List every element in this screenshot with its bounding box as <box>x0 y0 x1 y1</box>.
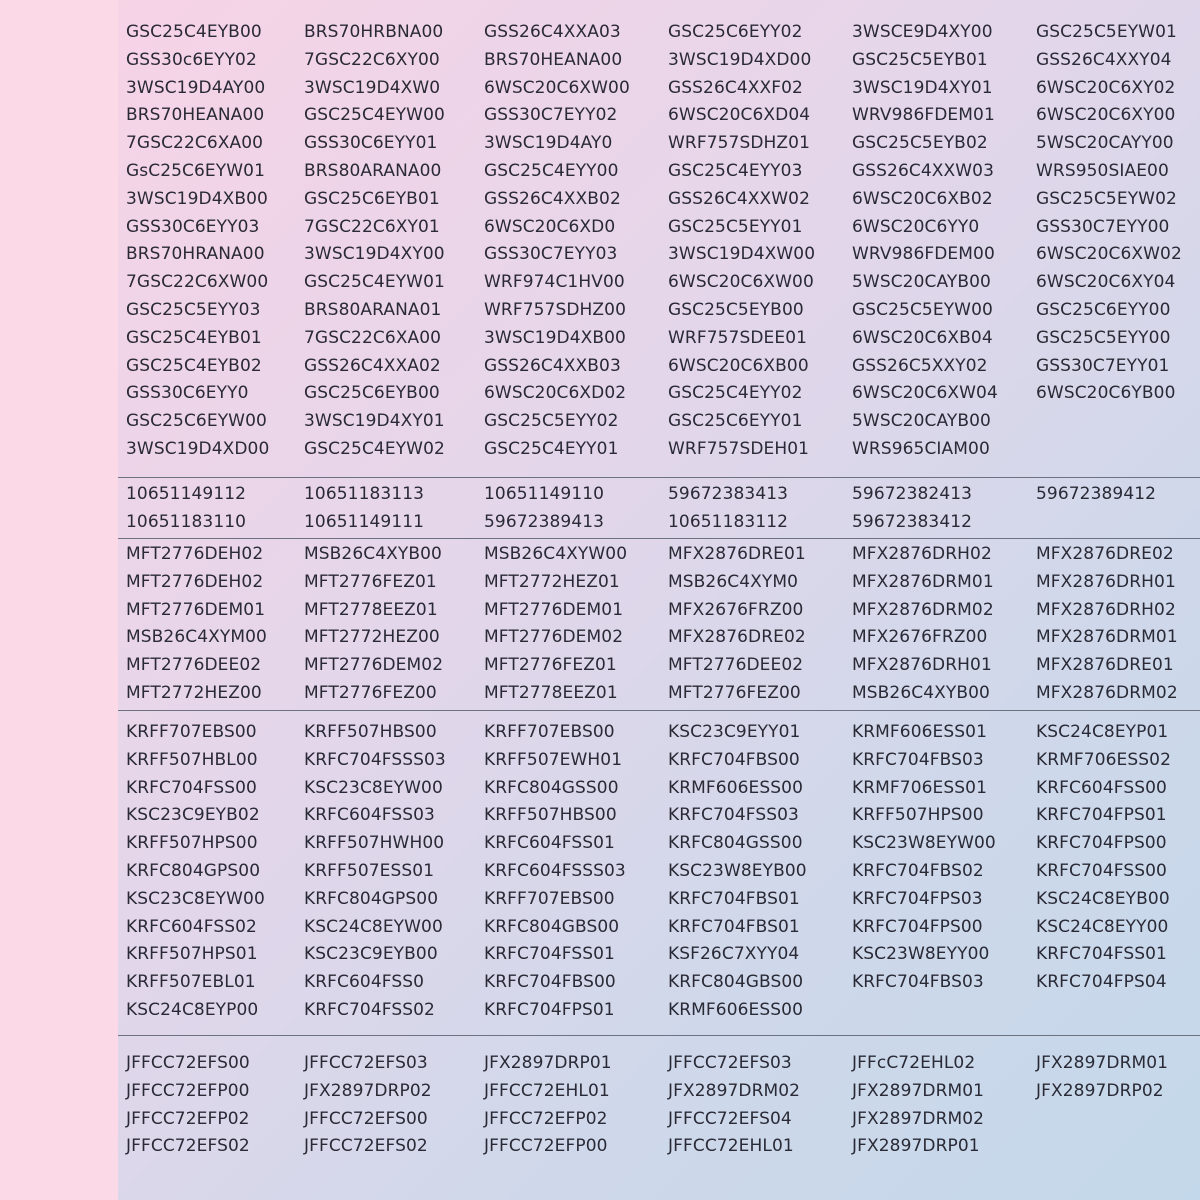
part-number: KRFF507ESS01 <box>304 861 435 881</box>
part-number: 7GSC22C6XY00 <box>304 49 440 70</box>
part-number: GSC25C6EYY00 <box>1036 300 1171 320</box>
part-number: WRF757SDEH01 <box>668 439 810 459</box>
part-number: 3WSC19D4XB00 <box>484 327 626 348</box>
part-number: KRMF706ESS02 <box>1036 749 1172 770</box>
list-row <box>118 480 1200 508</box>
part-number: MFT2776DEM01 <box>484 599 624 620</box>
part-number: MFT2776DEE02 <box>668 655 804 676</box>
list-row <box>118 774 1200 802</box>
part-number: 6WSC20C6YY0 <box>852 216 980 237</box>
part-number: MFT2778EEZ01 <box>484 683 618 703</box>
part-number: MFT2776FEZ00 <box>304 683 437 703</box>
part-number: 6WSC20C6XY02 <box>1036 77 1176 98</box>
part-number: GSC25C4EYB02 <box>126 355 262 376</box>
part-number: KSC23W8EYW00 <box>852 833 996 854</box>
part-number: KRFC704FBS02 <box>852 861 984 881</box>
part-number: KRFF707EBS00 <box>484 722 615 742</box>
part-number: MSB26C4XYM00 <box>126 627 267 648</box>
part-number: KSC23C9EYB02 <box>126 805 260 826</box>
part-number: KRFF707EBS00 <box>484 888 615 909</box>
part-number: KRFF507HPS00 <box>852 805 984 826</box>
part-number: 3WSC19D4XW0 <box>304 77 441 98</box>
part-number: KSC23W8EYY00 <box>852 944 990 965</box>
list-row <box>118 1105 1200 1133</box>
part-number: GSS26C4XXF02 <box>668 77 803 98</box>
part-number: 10651183110 <box>126 511 247 532</box>
part-number: JFFCC72EFS02 <box>126 1136 250 1157</box>
list-row <box>118 268 1200 296</box>
part-number: KRFC704FBS03 <box>852 749 984 770</box>
part-number: KRFC604FSSS03 <box>484 861 626 881</box>
part-number: JFX2897DRP02 <box>304 1080 432 1101</box>
part-number: KRFC704FBS00 <box>484 972 616 993</box>
part-number: 3WSC19D4AY0 <box>484 133 613 154</box>
part-number: KRFC704FBS03 <box>852 972 984 993</box>
part-number: MFT2776DEE02 <box>126 655 262 676</box>
part-number: GSC25C5EYB02 <box>852 133 988 154</box>
part-number: JFX2897DRP01 <box>852 1136 980 1157</box>
part-number: MSB26C4XYW00 <box>484 544 628 564</box>
list-row <box>118 46 1200 74</box>
part-number: 6WSC20C6XW00 <box>484 77 630 98</box>
part-number: GSS26C5XXY02 <box>852 355 988 376</box>
part-number: GSC25C5EYY00 <box>1036 327 1171 348</box>
part-number: KRFC604FSS01 <box>484 833 615 854</box>
list-row <box>118 746 1200 774</box>
list-row <box>118 718 1200 746</box>
part-number: GSC25C6EYB01 <box>304 188 440 209</box>
list-row <box>118 913 1200 941</box>
part-number: KRFC704FPS03 <box>852 888 983 909</box>
part-number: BRS70HRANA00 <box>126 244 265 265</box>
part-number: JFX2897DRP01 <box>484 1053 612 1073</box>
part-number: KRFC804GPS00 <box>126 861 261 881</box>
part-number: KRFC704FSS01 <box>1036 944 1167 965</box>
part-number: GSC25C4EYY02 <box>668 383 803 404</box>
part-number: 6WSC20C6XY04 <box>1036 272 1176 293</box>
part-number: KRMF606ESS00 <box>668 777 804 798</box>
part-number: 10651149112 <box>126 484 247 504</box>
section-divider <box>118 710 1200 711</box>
part-number: GSC25C5EYY01 <box>668 216 803 237</box>
part-number: 6WSC20C6YB00 <box>1036 383 1176 404</box>
part-number: KRFF507HBS00 <box>484 805 617 826</box>
list-row <box>118 651 1200 679</box>
part-number: KRFC704FSSS03 <box>304 749 446 770</box>
section-divider <box>118 1035 1200 1036</box>
part-number: BRS80ARANA01 <box>304 300 442 320</box>
part-number: KRFC804GBS00 <box>484 916 620 937</box>
part-number: KRFC704FPS04 <box>1036 972 1167 993</box>
part-number: KRFC704FBS00 <box>668 749 800 770</box>
part-number: JFFCC72EHL01 <box>668 1136 794 1157</box>
part-number: WRS965CIAM00 <box>852 439 990 459</box>
part-number: JFFCC72EFP02 <box>484 1108 608 1129</box>
list-row <box>118 213 1200 241</box>
part-number: MFX2876DRM01 <box>852 571 994 592</box>
list-row <box>118 508 1200 536</box>
list-row <box>118 296 1200 324</box>
list-row <box>118 18 1200 46</box>
part-number: 3WSC19D4XD00 <box>668 49 812 70</box>
part-number: KSC24C8EYW00 <box>304 916 443 937</box>
part-number: KSC23C9EYB00 <box>304 944 438 965</box>
list-row <box>118 829 1200 857</box>
part-number: MFT2776DEM01 <box>126 599 266 620</box>
part-number: KRFC804GPS00 <box>304 888 439 909</box>
part-number: GSC25C4EYY00 <box>484 161 619 181</box>
part-number: MFX2876DRH02 <box>852 544 992 564</box>
list-row <box>118 885 1200 913</box>
part-number: 3WSCE9D4XY00 <box>852 22 993 42</box>
part-number: MFX2876DRE02 <box>668 627 806 648</box>
part-number: MFT2776FEZ00 <box>668 683 801 703</box>
part-number: 6WSC20C6XD0 <box>484 216 616 237</box>
list-row <box>118 157 1200 185</box>
part-number: GSS26C4XXB02 <box>484 188 621 209</box>
part-number: BRS70HEANA00 <box>126 105 265 126</box>
part-number: KSC24C8EYP01 <box>1036 722 1169 742</box>
part-number: MFX2876DRE01 <box>1036 655 1174 676</box>
part-number: GSC25C5EYY02 <box>484 411 619 432</box>
list-row <box>118 352 1200 380</box>
list-row <box>118 540 1200 568</box>
part-number: 3WSC19D4XW00 <box>668 244 816 265</box>
part-number: KRFC704FSS00 <box>1036 861 1167 881</box>
part-number: 5WSC20CAYY00 <box>1036 133 1174 154</box>
part-number: MFT2772HEZ00 <box>126 683 262 703</box>
part-number: 10651183113 <box>304 484 425 504</box>
part-number: 3WSC19D4XB00 <box>126 188 268 209</box>
part-number: GSS26C4XXW02 <box>668 188 811 209</box>
part-number: BRS80ARANA00 <box>304 161 442 181</box>
part-number: JFFCC72EFP00 <box>484 1136 608 1157</box>
list-row <box>118 101 1200 129</box>
part-number: KRFC604FSS03 <box>304 805 435 826</box>
part-number: KSC24C8EYP00 <box>126 1000 259 1020</box>
part-number: KRFF507HBL00 <box>126 749 258 770</box>
part-number: 59672383412 <box>852 511 973 532</box>
part-number: JFX2897DRM02 <box>668 1080 801 1101</box>
part-number: GSC25C6EYY01 <box>668 411 803 432</box>
list-row <box>118 996 1200 1024</box>
part-number: GSC25C4EYY03 <box>668 161 803 181</box>
part-number: JFFCC72EFP00 <box>126 1080 250 1101</box>
part-number: KSC23W8EYB00 <box>668 861 807 881</box>
list-row <box>118 679 1200 707</box>
part-number: MSB26C4XYB00 <box>852 683 990 703</box>
part-number: KRFF507EWH01 <box>484 749 623 770</box>
list-row <box>118 568 1200 596</box>
part-number: JFFCC72EFS03 <box>668 1053 792 1073</box>
list-row <box>118 74 1200 102</box>
part-number: KRFF507HPS01 <box>126 944 258 965</box>
part-number: 6WSC20C6XD02 <box>484 383 627 404</box>
part-number: KSC23C9EYY01 <box>668 722 801 742</box>
part-number: GSS26C4XXA03 <box>484 22 621 42</box>
part-number: BRS70HEANA00 <box>484 49 623 70</box>
part-number: 7GSC22C6XA00 <box>304 327 442 348</box>
list-row <box>118 596 1200 624</box>
list-row <box>118 185 1200 213</box>
part-number: 7GSC22C6XY01 <box>304 216 440 237</box>
part-number: 6WSC20C6XW04 <box>852 383 998 404</box>
list-row <box>118 407 1200 435</box>
part-number: 6WSC20C6XB00 <box>668 355 809 376</box>
part-number: MFX2876DRH02 <box>1036 599 1176 620</box>
part-number: 7GSC22C6XA00 <box>126 133 264 154</box>
list-row <box>118 940 1200 968</box>
list-row <box>118 324 1200 352</box>
part-number: JFX2897DRP02 <box>1036 1080 1164 1101</box>
part-number: KRFC804GSS00 <box>484 777 619 798</box>
part-number: 6WSC20C6XW02 <box>1036 244 1182 265</box>
part-number: JFFCC72EHL01 <box>484 1080 610 1101</box>
part-number: MFT2776DEM02 <box>304 655 444 676</box>
part-number: KRFC704FPS01 <box>484 1000 615 1020</box>
part-number: MFX2876DRH01 <box>1036 571 1176 592</box>
part-number: KRFC704FPS00 <box>852 916 983 937</box>
part-number: GSS30C6EYY01 <box>304 133 438 154</box>
part-number: GSS30C6EYY03 <box>126 216 260 237</box>
part-number: KRFF707EBS00 <box>126 722 257 742</box>
part-number: GSC25C5EYY03 <box>126 300 261 320</box>
part-number: KRFC704FSS02 <box>304 1000 435 1020</box>
part-number: KRFF507HBS00 <box>304 722 437 742</box>
section-divider <box>118 538 1200 539</box>
part-number: JFFCC72EFS00 <box>304 1108 428 1129</box>
part-number: 3WSC19D4AY00 <box>126 77 266 98</box>
part-number: KRFC704FPS01 <box>1036 805 1167 826</box>
part-number: 6WSC20C6XB04 <box>852 327 993 348</box>
part-number: MFX2876DRH01 <box>852 655 992 676</box>
part-number: KRMF706ESS01 <box>852 777 988 798</box>
part-number: KRFC704FBS01 <box>668 888 800 909</box>
part-number: KSC24C8EYY00 <box>1036 916 1169 937</box>
part-number: 10651183112 <box>668 511 789 532</box>
part-number: KRFC604FSS0 <box>304 972 425 993</box>
part-number: JFX2897DRM01 <box>852 1080 985 1101</box>
part-number: WRF974C1HV00 <box>484 272 625 293</box>
part-number: GsC25C6EYW01 <box>126 161 265 181</box>
part-number: WRV986FDEM00 <box>852 244 995 265</box>
part-number: KSC23C8EYW00 <box>304 777 443 798</box>
part-number: JFFcC72EHL02 <box>852 1053 976 1073</box>
part-number: MFX2676FRZ00 <box>852 627 988 648</box>
part-number: JFX2897DRM01 <box>1036 1053 1169 1073</box>
part-number: KSF26C7XYY04 <box>668 944 800 965</box>
part-number: KSC24C8EYB00 <box>1036 888 1170 909</box>
part-number: 10651149111 <box>304 511 425 532</box>
part-number: KRFC604FSS02 <box>126 916 257 937</box>
part-number: GSS30C7EYY03 <box>484 244 618 265</box>
part-number: 3WSC19D4XY01 <box>852 77 993 98</box>
part-number: KRFF507HWH00 <box>304 833 445 854</box>
part-number: 7GSC22C6XW00 <box>126 272 269 293</box>
list-row <box>118 801 1200 829</box>
list-row <box>118 240 1200 268</box>
list-row <box>118 1077 1200 1105</box>
part-number: 59672383413 <box>668 484 789 504</box>
part-number: MFT2776FEZ01 <box>484 655 617 676</box>
part-number: 6WSC20C6XB02 <box>852 188 993 209</box>
list-row <box>118 1049 1200 1077</box>
part-number: MFT2776FEZ01 <box>304 571 437 592</box>
part-number: GSC25C4EYW00 <box>304 105 445 126</box>
part-number: KRFC704FBS01 <box>668 916 800 937</box>
part-number: 6WSC20C6XY00 <box>1036 105 1176 126</box>
part-number: KRFC704FSS01 <box>484 944 615 965</box>
part-number: MFT2776DEM02 <box>484 627 624 648</box>
part-number: KRFC704FSS00 <box>126 777 257 798</box>
part-number: MFX2876DRM01 <box>1036 627 1178 648</box>
part-number: GSC25C4EYY01 <box>484 439 619 459</box>
list-row <box>118 968 1200 996</box>
part-number: GSC25C4EYW01 <box>304 272 445 293</box>
part-number: MFX2676FRZ00 <box>668 599 804 620</box>
part-number: GSS30C6EYY0 <box>126 383 249 404</box>
part-number: 3WSC19D4XY01 <box>304 411 445 432</box>
part-number: KRFC704FSS03 <box>668 805 799 826</box>
part-number: GSC25C6EYW00 <box>126 411 267 432</box>
part-number: MFT2772HEZ01 <box>484 571 620 592</box>
part-number: KRMF606ESS00 <box>668 1000 804 1020</box>
part-number: GSC25C6EYY02 <box>668 22 803 42</box>
part-number: GSC25C4EYB00 <box>126 22 262 42</box>
part-number: MFT2778EEZ01 <box>304 599 438 620</box>
part-number: 3WSC19D4XD00 <box>126 439 270 459</box>
part-number: MFX2876DRM02 <box>1036 683 1178 703</box>
part-number: MFX2876DRM02 <box>852 599 994 620</box>
part-number: KRFC604FSS00 <box>1036 777 1167 798</box>
part-number: WRF757SDHZ00 <box>484 300 626 320</box>
part-number: GSC25C5EYW00 <box>852 300 993 320</box>
list-row <box>118 435 1200 463</box>
part-number: 59672389413 <box>484 511 605 532</box>
part-number: KRFF507EBL01 <box>126 972 256 993</box>
part-number: JFFCC72EFS04 <box>668 1108 792 1129</box>
part-number: WRV986FDEM01 <box>852 105 995 126</box>
list-row <box>118 623 1200 651</box>
list-row <box>118 129 1200 157</box>
part-number: GSS30C7EYY00 <box>1036 216 1170 237</box>
part-number: 6WSC20C6XW00 <box>668 272 814 293</box>
list-row <box>118 379 1200 407</box>
part-number: GSC25C5EYB00 <box>668 300 804 320</box>
part-number: KRFC804GBS00 <box>668 972 804 993</box>
part-number: 5WSC20CAYB00 <box>852 272 991 293</box>
list-row <box>118 857 1200 885</box>
part-number: 6WSC20C6XD04 <box>668 105 811 126</box>
part-number: GSC25C5EYW01 <box>1036 22 1177 42</box>
part-number: MFX2876DRE01 <box>668 544 806 564</box>
part-number: 10651149110 <box>484 484 605 504</box>
part-number: KRFC804GSS00 <box>668 833 803 854</box>
part-number: WRS950SIAE00 <box>1036 161 1169 181</box>
part-number: KRMF606ESS01 <box>852 722 988 742</box>
part-number: MFT2776DEH02 <box>126 544 264 564</box>
part-number: MFT2776DEH02 <box>126 571 264 592</box>
part-number: MSB26C4XYM0 <box>668 571 799 592</box>
section-divider <box>118 477 1200 478</box>
part-number: GSC25C6EYB00 <box>304 383 440 404</box>
part-number: MFX2876DRE02 <box>1036 544 1174 564</box>
part-number: 59672389412 <box>1036 484 1157 504</box>
part-number: JFFCC72EFS02 <box>304 1136 428 1157</box>
part-number: JFFCC72EFS00 <box>126 1053 250 1073</box>
list-row <box>118 1132 1200 1160</box>
part-number: MFT2772HEZ00 <box>304 627 440 648</box>
part-number: GSS26C4XXB03 <box>484 355 621 376</box>
part-number: KRFC704FPS00 <box>1036 833 1167 854</box>
part-number: GSS26C4XXW03 <box>852 161 995 181</box>
part-number: GSC25C4EYW02 <box>304 439 445 459</box>
part-number: GSS30C7EYY01 <box>1036 355 1170 376</box>
part-number: 5WSC20CAYB00 <box>852 411 991 432</box>
part-number: BRS70HRBNA00 <box>304 22 444 42</box>
part-number: GSS30C7EYY02 <box>484 105 618 126</box>
part-number: MSB26C4XYB00 <box>304 544 442 564</box>
part-number: 59672382413 <box>852 484 973 504</box>
part-number: GSC25C5EYW02 <box>1036 188 1177 209</box>
part-number: 3WSC19D4XY00 <box>304 244 445 265</box>
part-number: JFFCC72EFP02 <box>126 1108 250 1129</box>
part-number: GSC25C4EYB01 <box>126 327 262 348</box>
part-number-panel <box>118 0 1200 1200</box>
part-number: WRF757SDEE01 <box>668 327 808 348</box>
part-number: GSS30c6EYY02 <box>126 49 257 70</box>
part-number: GSC25C5EYB01 <box>852 49 988 70</box>
part-number: KRFF507HPS00 <box>126 833 258 854</box>
part-number: GSS26C4XXA02 <box>304 355 441 376</box>
part-number: KSC23C8EYW00 <box>126 888 265 909</box>
part-number: WRF757SDHZ01 <box>668 133 810 154</box>
part-number: JFX2897DRM02 <box>852 1108 985 1129</box>
part-number: GSS26C4XXY04 <box>1036 49 1172 70</box>
part-number: JFFCC72EFS03 <box>304 1053 428 1073</box>
